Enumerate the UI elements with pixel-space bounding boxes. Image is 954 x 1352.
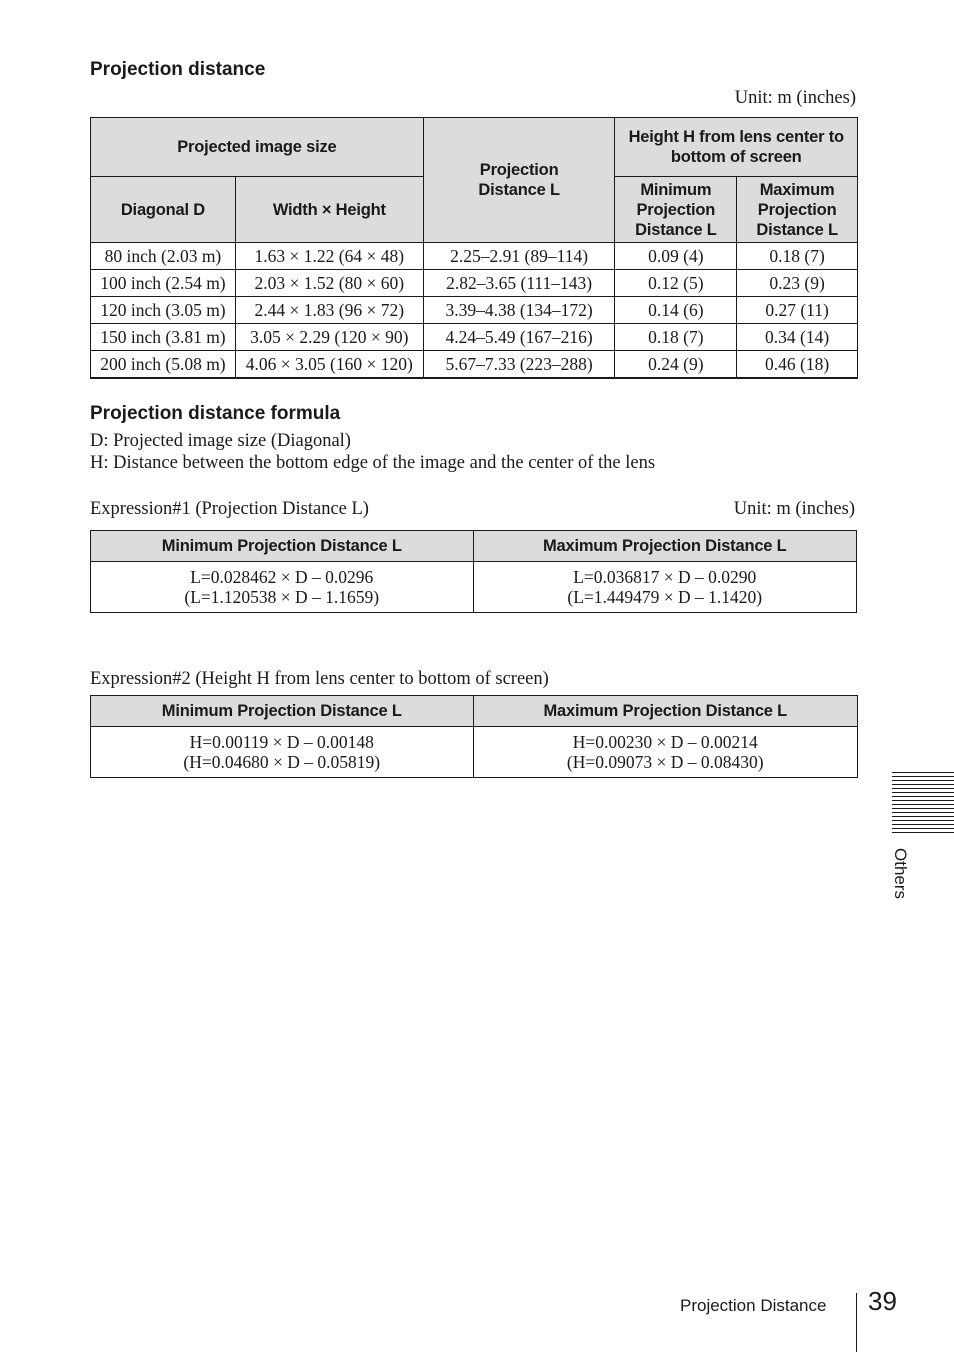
cell-width-height: 4.06 × 3.05 (160 × 120)	[235, 351, 423, 379]
header-text: Minimum	[640, 180, 712, 199]
formula-line: L=0.028462 × D – 0.0296	[190, 567, 374, 587]
header-max-projection-distance	[737, 177, 858, 243]
cell-width-height: 1.63 × 1.22 (64 × 48)	[235, 243, 423, 270]
header-height-h	[615, 118, 858, 177]
expression2-table	[90, 695, 858, 778]
section-title-projection-distance: Projection distance	[90, 59, 266, 80]
expression1-table	[90, 530, 857, 613]
cell-min-height: 0.18 (7)	[615, 324, 737, 351]
table-row	[91, 297, 858, 324]
header-text: Distance L	[478, 181, 560, 199]
cell-width-height: 2.44 × 1.83 (96 × 72)	[235, 297, 423, 324]
expression1-unit: Unit: m (inches)	[733, 499, 855, 519]
cell-max-height: 0.18 (7)	[737, 243, 858, 270]
expression2-min-cell	[91, 727, 474, 778]
table-row	[91, 324, 858, 351]
definition-d: D: Projected image size (Diagonal)	[90, 431, 351, 451]
expression2-caption: Expression#2 (Height H from lens center to bottom of screen)	[90, 669, 549, 689]
header-text: Projection	[757, 200, 837, 219]
projection-distance-table	[90, 117, 858, 379]
cell-width-height: 2.03 × 1.52 (80 × 60)	[235, 270, 423, 297]
cell-diagonal: 200 inch (5.08 m)	[91, 351, 236, 379]
formula-line: (L=1.120538 × D – 1.1659)	[184, 587, 380, 607]
header-text: Projection	[636, 200, 716, 219]
section-title-formula: Projection distance formula	[90, 403, 341, 424]
page-number: 39	[868, 1286, 897, 1316]
cell-width-height: 3.05 × 2.29 (120 × 90)	[235, 324, 423, 351]
header-projection-distance-l	[423, 118, 615, 243]
cell-min-height: 0.24 (9)	[615, 351, 737, 379]
cell-diagonal: 150 inch (3.81 m)	[91, 324, 236, 351]
header-min-projection-distance: Minimum Projection Distance L	[91, 696, 474, 727]
header-diagonal-d: Diagonal D	[91, 177, 236, 243]
header-min-projection-distance: Minimum Projection Distance L	[91, 531, 474, 562]
formula-line: (L=1.449479 × D – 1.1420)	[567, 587, 763, 607]
unit-label: Unit: m (inches)	[734, 88, 856, 108]
definition-h: H: Distance between the bottom edge of the image and the center of the lens	[90, 453, 656, 473]
cell-min-height: 0.09 (4)	[615, 243, 737, 270]
header-text: Distance L	[635, 220, 717, 239]
header-width-height: Width × Height	[235, 177, 423, 243]
cell-diagonal: 80 inch (2.03 m)	[91, 243, 236, 270]
cell-projection-distance: 4.24–5.49 (167–216)	[423, 324, 615, 351]
cell-max-height: 0.46 (18)	[737, 351, 858, 379]
cell-projection-distance: 2.25–2.91 (89–114)	[423, 243, 615, 270]
expression1-min-cell	[91, 562, 474, 613]
header-min-projection-distance	[615, 177, 737, 243]
footer-divider	[856, 1293, 857, 1352]
formula-line: (H=0.04680 × D – 0.05819)	[183, 752, 381, 772]
side-tab-lines	[892, 772, 954, 836]
cell-max-height: 0.23 (9)	[737, 270, 858, 297]
cell-projection-distance: 3.39–4.38 (134–172)	[423, 297, 615, 324]
expression2-max-cell	[473, 727, 858, 778]
cell-min-height: 0.12 (5)	[615, 270, 737, 297]
header-projected-image-size: Projected image size	[91, 118, 424, 177]
formula-line: (H=0.09073 × D – 0.08430)	[566, 752, 764, 772]
header-text: bottom of screen	[670, 148, 802, 166]
formula-line: H=0.00119 × D – 0.00148	[189, 732, 374, 752]
formula-line: H=0.00230 × D – 0.00214	[572, 732, 758, 752]
cell-projection-distance: 2.82–3.65 (111–143)	[423, 270, 615, 297]
cell-diagonal: 100 inch (2.54 m)	[91, 270, 236, 297]
header-text: Distance L	[756, 220, 838, 239]
formula-line: L=0.036817 × D – 0.0290	[573, 567, 757, 587]
cell-min-height: 0.14 (6)	[615, 297, 737, 324]
table-row	[91, 243, 858, 270]
header-text: Height H from lens center to	[628, 128, 844, 146]
cell-max-height: 0.27 (11)	[737, 297, 858, 324]
header-max-projection-distance: Maximum Projection Distance L	[473, 531, 857, 562]
side-tab-label: Others	[891, 848, 910, 900]
header-text: Maximum	[759, 180, 835, 199]
table-row	[91, 270, 858, 297]
cell-diagonal: 120 inch (3.05 m)	[91, 297, 236, 324]
cell-max-height: 0.34 (14)	[737, 324, 858, 351]
table-row	[91, 351, 858, 379]
expression1-caption: Expression#1 (Projection Distance L)	[90, 499, 369, 519]
expression1-max-cell	[473, 562, 857, 613]
footer-section-label: Projection Distance	[680, 1296, 827, 1315]
cell-projection-distance: 5.67–7.33 (223–288)	[423, 351, 615, 379]
header-text: Projection	[479, 161, 559, 179]
header-max-projection-distance: Maximum Projection Distance L	[473, 696, 858, 727]
